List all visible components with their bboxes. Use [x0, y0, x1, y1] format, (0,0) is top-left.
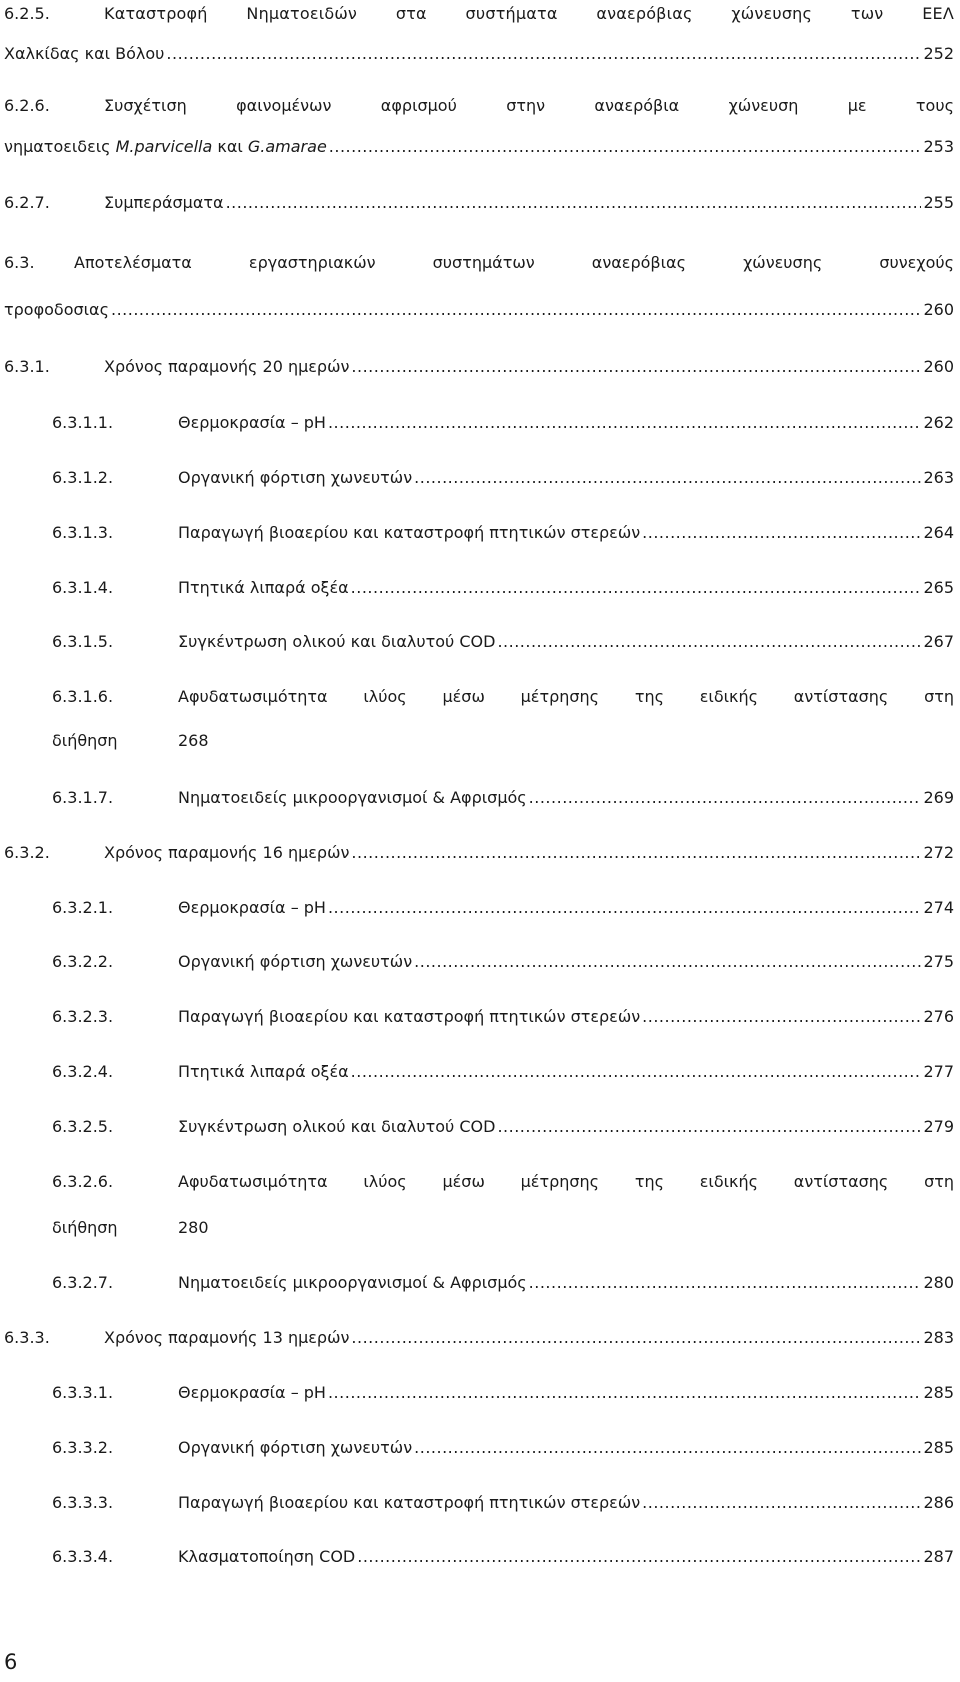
toc-entry[interactable] [4, 193, 954, 223]
toc-page-number: 263 [923, 468, 954, 487]
toc-entry-number: 6.3.1.7. [52, 788, 114, 807]
toc-entry[interactable] [52, 1117, 954, 1147]
toc-entry[interactable] [52, 1438, 954, 1468]
toc-entry-title: Παραγωγή βιοαερίου και καταστροφή πτητικών στερεών [178, 1007, 641, 1026]
species-name: G.amarae [247, 137, 327, 156]
toc-entry-title-line2 [4, 137, 327, 156]
toc-entry[interactable] [4, 4, 954, 34]
toc-entry-title-line1: Αποτελέσματα εργαστηριακών συστημάτων αναερόβιας χώνευσης συνεχούς [74, 253, 954, 272]
toc-entry[interactable] [52, 687, 954, 717]
toc-page-number: 283 [923, 1328, 954, 1347]
toc-entry-title: Νηματοειδείς μικροοργανισμοί & Αφρισμός [178, 788, 527, 807]
toc-entry-number: 6.3.2.3. [52, 1007, 114, 1026]
toc-entry-title: Θερμοκρασία – pH [178, 898, 326, 917]
toc-entry-title: Συγκέντρωση ολικού και διαλυτού COD [178, 632, 496, 651]
toc-page-number: 274 [923, 898, 954, 917]
toc-page-number: 269 [923, 788, 954, 807]
leader-dots [529, 788, 922, 807]
toc-entry-title: Οργανική φόρτιση χωνευτών [178, 468, 413, 487]
toc-entry-title-line1: Συσχέτιση φαινομένων αφρισμού στην αναερόβια χώνευση με τους [104, 96, 954, 115]
text-fragment: και [212, 137, 248, 156]
leader-dots [328, 413, 921, 432]
toc-entry-title: Πτητικά λιπαρά οξέα [178, 1062, 349, 1081]
toc-entry-continuation[interactable] [4, 300, 954, 330]
toc-entry-number: 6.3.1.6. [52, 687, 114, 706]
toc-entry-number: 6.2.5. [4, 4, 50, 23]
toc-entry[interactable] [4, 253, 954, 283]
leader-dots [351, 357, 921, 376]
toc-entry-number: 6.3.3. [4, 1328, 50, 1347]
leader-dots [497, 632, 921, 651]
toc-page-number: 275 [923, 952, 954, 971]
toc-entry[interactable] [52, 788, 954, 818]
toc-entry-title: Πτητικά λιπαρά οξέα [178, 578, 349, 597]
leader-dots [111, 300, 921, 319]
toc-page-number: 272 [923, 843, 954, 862]
toc-entry-number: 6.3.1. [4, 357, 50, 376]
leader-dots [329, 137, 922, 156]
toc-entry-title: Χρόνος παραμονής 20 ημερών [104, 357, 350, 376]
toc-page-number: 277 [923, 1062, 954, 1081]
leader-dots [351, 1328, 921, 1347]
toc-entry[interactable] [52, 1007, 954, 1037]
toc-entry-title: Χρόνος παραμονής 13 ημερών [104, 1328, 350, 1347]
toc-entry-continuation[interactable] [4, 137, 954, 167]
toc-entry-number: 6.3.1.1. [52, 413, 114, 432]
toc-entry-title: Χρόνος παραμονής 16 ημερών [104, 843, 350, 862]
toc-entry[interactable] [52, 1172, 954, 1202]
toc-entry[interactable] [52, 523, 954, 553]
toc-page-number: 267 [923, 632, 954, 651]
toc-page-number: 255 [923, 193, 954, 212]
toc-entry-number: 6.3.3.2. [52, 1438, 114, 1457]
toc-entry-title: Οργανική φόρτιση χωνευτών [178, 952, 413, 971]
toc-entry-title: Συμπεράσματα [104, 193, 224, 212]
toc-entry-continuation[interactable] [52, 731, 954, 761]
toc-entry-title: Θερμοκρασία – pH [178, 1383, 326, 1402]
toc-entry-number: 6.3.2.2. [52, 952, 114, 971]
toc-page-number: 253 [923, 137, 954, 156]
toc-page-number: 260 [923, 357, 954, 376]
toc-entry[interactable] [52, 413, 954, 443]
toc-entry-title: Συγκέντρωση ολικού και διαλυτού COD [178, 1117, 496, 1136]
toc-entry-number: 6.3.2.6. [52, 1172, 114, 1191]
toc-entry[interactable] [52, 1062, 954, 1092]
leader-dots [357, 1547, 921, 1566]
leader-dots [351, 1062, 922, 1081]
toc-entry-title: Κλασματοποίηση COD [178, 1547, 356, 1566]
toc-entry-title-line1: Καταστροφή Νηματοειδών στα συστήματα αναερόβιας χώνευσης των ΕΕΛ [104, 4, 954, 23]
toc-entry[interactable] [52, 898, 954, 928]
leader-dots [328, 898, 921, 917]
toc-entry-number: 6.3.1.3. [52, 523, 114, 542]
leader-dots [642, 1007, 921, 1026]
toc-entry-continuation[interactable] [4, 44, 954, 74]
toc-page-number: 280 [923, 1273, 954, 1292]
toc-entry-number: 6.3.2.4. [52, 1062, 114, 1081]
leader-dots [414, 1438, 921, 1457]
toc-entry[interactable] [52, 468, 954, 498]
toc-entry-title: Θερμοκρασία – pH [178, 413, 326, 432]
toc-entry-number: 6.3.3.1. [52, 1383, 114, 1402]
toc-entry-title-line2: Χαλκίδας και Βόλου [4, 44, 165, 63]
leader-dots [166, 44, 921, 63]
toc-entry[interactable] [4, 96, 954, 126]
toc-entry-number: 6.3. [4, 253, 35, 272]
toc-entry-title-line2: διήθηση [52, 731, 118, 750]
toc-page-number: 265 [923, 578, 954, 597]
leader-dots [642, 523, 921, 542]
leader-dots [529, 1273, 922, 1292]
toc-entry[interactable] [52, 1383, 954, 1413]
toc-page-number: 276 [923, 1007, 954, 1026]
page-footer-number: 6 [4, 1650, 18, 1674]
toc-entry[interactable] [52, 952, 954, 982]
toc-entry-title: Οργανική φόρτιση χωνευτών [178, 1438, 413, 1457]
toc-entry[interactable] [52, 578, 954, 608]
toc-entry-title-line1: Αφυδατωσιμότητα ιλύος μέσω μέτρησης της ειδικής αντίστασης στη [178, 1172, 954, 1191]
toc-entry-title: Παραγωγή βιοαερίου και καταστροφή πτητικών στερεών [178, 523, 641, 542]
toc-page-number: 260 [923, 300, 954, 319]
toc-entry-number: 6.2.6. [4, 96, 50, 115]
toc-page-number: 285 [923, 1383, 954, 1402]
toc-entry[interactable] [52, 632, 954, 662]
toc-entry-title-line2: τροφοδοσιας [4, 300, 109, 319]
toc-page-number: 287 [923, 1547, 954, 1566]
toc-entry[interactable] [4, 843, 954, 873]
toc-entry-number: 6.3.1.2. [52, 468, 114, 487]
leader-dots [351, 843, 921, 862]
toc-entry-number: 6.3.2.5. [52, 1117, 114, 1136]
toc-entry[interactable] [52, 1547, 954, 1577]
toc-entry-title-line2: διήθηση [52, 1218, 118, 1237]
toc-page-number: 280 [178, 1218, 209, 1237]
toc-entry-title-line1: Αφυδατωσιμότητα ιλύος μέσω μέτρησης της ειδικής αντίστασης στη [178, 687, 954, 706]
toc-page-number: 285 [923, 1438, 954, 1457]
toc-entry-number: 6.3.3.4. [52, 1547, 114, 1566]
leader-dots [328, 1383, 921, 1402]
toc-page-number: 279 [923, 1117, 954, 1136]
toc-entry-number: 6.3.3.3. [52, 1493, 114, 1512]
toc-entry-number: 6.3.1.5. [52, 632, 114, 651]
toc-entry[interactable] [4, 357, 954, 387]
toc-entry-number: 6.2.7. [4, 193, 50, 212]
toc-page-number: 268 [178, 731, 209, 750]
toc-entry-number: 6.3.2. [4, 843, 50, 862]
leader-dots [351, 578, 922, 597]
text-fragment: νηματοειδεις [4, 137, 116, 156]
toc-entry[interactable] [4, 1328, 954, 1358]
leader-dots [414, 952, 921, 971]
toc-entry-title: Παραγωγή βιοαερίου και καταστροφή πτητικών στερεών [178, 1493, 641, 1512]
leader-dots [414, 468, 921, 487]
toc-page-number: 286 [923, 1493, 954, 1512]
toc-entry-title: Νηματοειδείς μικροοργανισμοί & Αφρισμός [178, 1273, 527, 1292]
species-name: M.parvicella [115, 137, 213, 156]
leader-dots [642, 1493, 921, 1512]
toc-entry-number: 6.3.2.7. [52, 1273, 114, 1292]
toc-entry-number: 6.3.1.4. [52, 578, 114, 597]
toc-entry[interactable] [52, 1493, 954, 1523]
toc-entry-number: 6.3.2.1. [52, 898, 114, 917]
toc-page-number: 264 [923, 523, 954, 542]
toc-entry-continuation[interactable] [52, 1218, 954, 1248]
toc-page-number: 262 [923, 413, 954, 432]
toc-page-number: 252 [923, 44, 954, 63]
leader-dots [497, 1117, 921, 1136]
toc-entry[interactable] [52, 1273, 954, 1303]
leader-dots [226, 193, 922, 212]
